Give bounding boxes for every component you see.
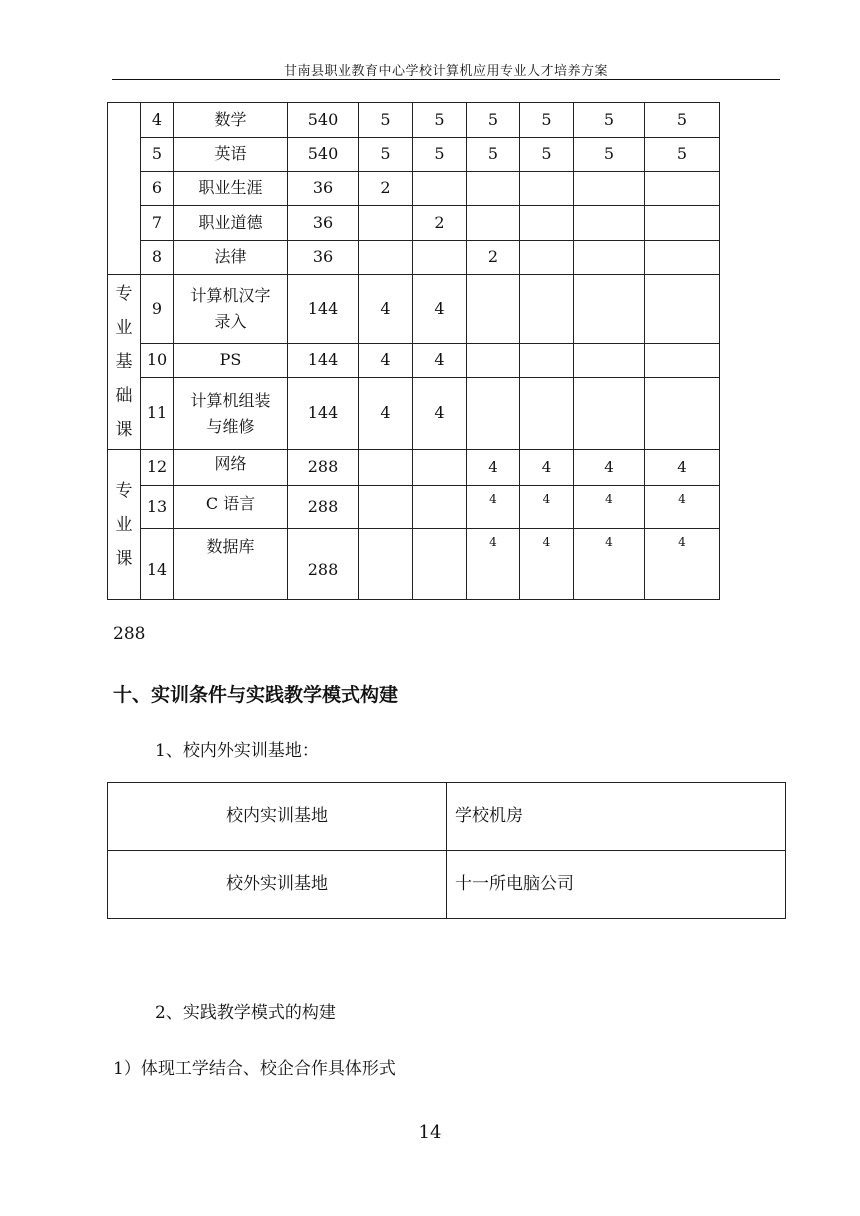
course-name: 网络	[174, 450, 288, 486]
row-number: 10	[141, 344, 174, 378]
semester-3	[467, 344, 520, 378]
semester-6	[645, 275, 720, 344]
semester-1	[359, 206, 413, 241]
semester-4: 4	[520, 486, 574, 529]
course-hours: 540	[288, 103, 359, 138]
table-row	[108, 206, 720, 241]
semester-4	[520, 206, 574, 241]
row-number: 11	[141, 378, 174, 450]
row-number: 4	[141, 103, 174, 138]
table-row	[108, 103, 720, 138]
semester-3: 5	[467, 138, 520, 172]
semester-1: 4	[359, 378, 413, 450]
course-name: C 语言	[174, 486, 288, 529]
semester-5	[574, 275, 645, 344]
table-row	[108, 783, 786, 851]
semester-5	[574, 172, 645, 206]
course-hours: 36	[288, 241, 359, 275]
table-row	[108, 172, 720, 206]
semester-2	[413, 450, 467, 486]
semester-6	[645, 172, 720, 206]
course-hours: 288	[288, 486, 359, 529]
course-hours: 144	[288, 344, 359, 378]
table-row	[108, 138, 720, 172]
table-row	[108, 241, 720, 275]
semester-2	[413, 486, 467, 529]
base-label: 校内实训基地	[108, 783, 447, 851]
course-name-line: 与维修	[206, 416, 255, 436]
row-number: 5	[141, 138, 174, 172]
semester-1	[359, 486, 413, 529]
course-name-line: 计算机汉字	[190, 286, 271, 306]
course-hours: 36	[288, 172, 359, 206]
semester-4: 5	[520, 103, 574, 138]
semester-2: 4	[413, 378, 467, 450]
course-name	[174, 275, 288, 344]
course-name: PS	[174, 344, 288, 378]
base-value: 十一所电脑公司	[447, 851, 786, 919]
semester-2: 5	[413, 138, 467, 172]
row-number: 7	[141, 206, 174, 241]
semester-2: 2	[413, 206, 467, 241]
semester-1: 4	[359, 275, 413, 344]
course-name: 英语	[174, 138, 288, 172]
semester-6	[645, 378, 720, 450]
semester-5: 5	[574, 138, 645, 172]
section-title: 十、实训条件与实践教学模式构建	[113, 684, 399, 706]
overflow-value-text: 288	[113, 624, 146, 644]
semester-1	[359, 529, 413, 600]
semester-2	[413, 241, 467, 275]
semester-6: 4	[645, 450, 720, 486]
semester-5: 5	[574, 103, 645, 138]
table-row	[108, 450, 720, 486]
course-name: 法律	[174, 241, 288, 275]
semester-3: 2	[467, 241, 520, 275]
semester-1	[359, 450, 413, 486]
category-char: 业	[115, 318, 133, 338]
category-char: 础	[115, 386, 133, 406]
semester-6	[645, 206, 720, 241]
category-char: 课	[115, 420, 133, 440]
semester-4: 4	[520, 450, 574, 486]
row-number: 14	[141, 529, 174, 600]
category-char: 课	[115, 548, 133, 569]
semester-2: 4	[413, 275, 467, 344]
semester-4	[520, 378, 574, 450]
table-row	[108, 851, 786, 919]
course-name-line: 录入	[214, 312, 247, 331]
semester-4	[520, 275, 574, 344]
semester-6: 5	[645, 138, 720, 172]
semester-4	[520, 172, 574, 206]
training-base-table	[107, 782, 786, 919]
course-name: 职业道德	[174, 206, 288, 241]
semester-3	[467, 206, 520, 241]
subsection-heading: 1、校内外实训基地：	[155, 741, 319, 761]
semester-5: 4	[574, 486, 645, 529]
semester-1	[359, 241, 413, 275]
semester-3	[467, 378, 520, 450]
semester-3	[467, 172, 520, 206]
semester-4	[520, 344, 574, 378]
semester-1: 2	[359, 172, 413, 206]
page-header-title: 甘南县职业教育中心学校计算机应用专业人才培养方案	[283, 64, 608, 79]
course-hours: 36	[288, 206, 359, 241]
semester-1: 5	[359, 103, 413, 138]
row-number: 13	[141, 486, 174, 529]
semester-3: 4	[467, 450, 520, 486]
semester-2: 5	[413, 103, 467, 138]
semester-5	[574, 206, 645, 241]
base-label: 校外实训基地	[108, 851, 447, 919]
row-number: 8	[141, 241, 174, 275]
header-divider	[112, 79, 780, 80]
course-name: 数据库	[174, 529, 288, 600]
semester-2: 4	[413, 344, 467, 378]
row-number: 12	[141, 450, 174, 486]
category-char: 专	[115, 284, 133, 304]
semester-5: 4	[574, 529, 645, 600]
course-name: 职业生涯	[174, 172, 288, 206]
category-professional	[108, 450, 141, 600]
table-row	[108, 486, 720, 529]
course-name: 数学	[174, 103, 288, 138]
semester-1: 5	[359, 138, 413, 172]
semester-3: 5	[467, 103, 520, 138]
semester-5	[574, 241, 645, 275]
course-hours: 288	[288, 450, 359, 486]
semester-2	[413, 172, 467, 206]
course-hours: 144	[288, 275, 359, 344]
semester-4	[520, 241, 574, 275]
semester-5	[574, 344, 645, 378]
category-cell-blank	[108, 103, 141, 275]
course-name-line: 计算机组装	[190, 390, 271, 410]
table-row	[108, 378, 720, 450]
table-row	[108, 275, 720, 344]
category-char: 基	[115, 352, 133, 372]
category-char: 业	[115, 514, 133, 535]
semester-6	[645, 241, 720, 275]
semester-6	[645, 344, 720, 378]
row-number: 6	[141, 172, 174, 206]
row-number: 9	[141, 275, 174, 344]
semester-4: 4	[520, 529, 574, 600]
base-value: 学校机房	[447, 783, 786, 851]
course-hours: 144	[288, 378, 359, 450]
semester-2	[413, 529, 467, 600]
category-professional-basic	[108, 275, 141, 450]
table-row	[108, 344, 720, 378]
semester-3: 4	[467, 529, 520, 600]
course-schedule-table	[107, 102, 720, 600]
semester-6: 5	[645, 103, 720, 138]
category-char: 专	[115, 480, 133, 501]
semester-5	[574, 378, 645, 450]
list-item: 1）体现工学结合、校企合作具体形式	[113, 1059, 396, 1079]
course-hours: 288	[288, 529, 359, 600]
semester-4: 5	[520, 138, 574, 172]
semester-3	[467, 275, 520, 344]
semester-6: 4	[645, 529, 720, 600]
page-number: 14	[418, 1122, 442, 1143]
table-row	[108, 529, 720, 600]
semester-3: 4	[467, 486, 520, 529]
semester-5: 4	[574, 450, 645, 486]
subsection-heading: 2、实践教学模式的构建	[155, 1003, 336, 1023]
semester-1: 4	[359, 344, 413, 378]
course-name	[174, 378, 288, 450]
course-hours: 540	[288, 138, 359, 172]
semester-6: 4	[645, 486, 720, 529]
